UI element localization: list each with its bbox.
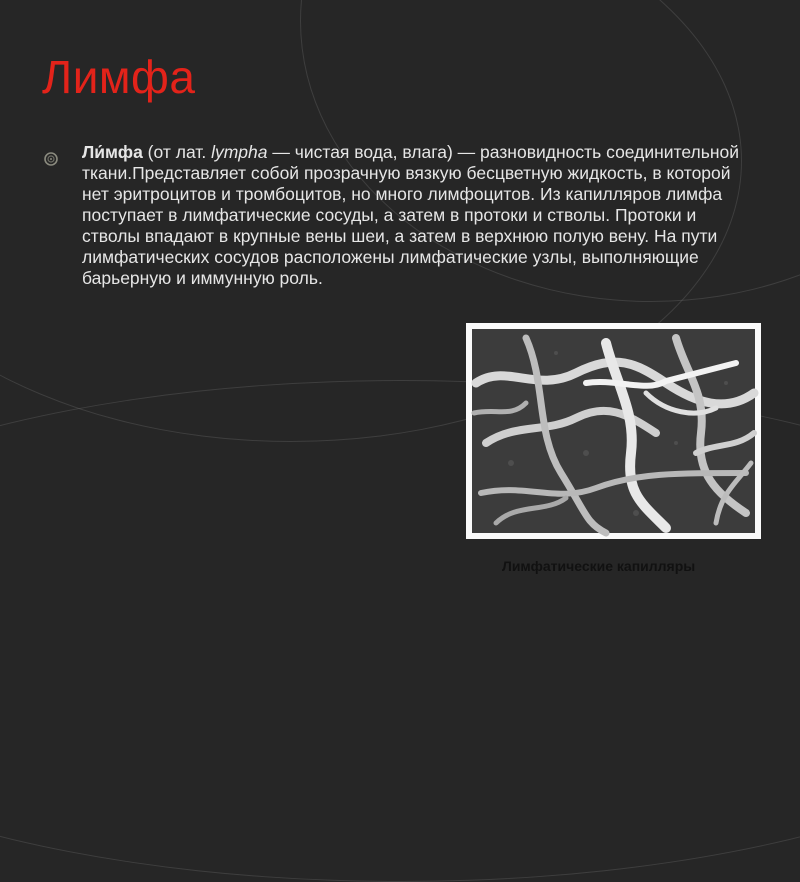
pre-latin-text: (от лат. [142,142,212,162]
slide-title: Лимфа [42,51,196,103]
body-text: — чистая вода, влага) — разновидность соединительной ткани.Представляет собой прозрачную вязкую бесцветную жидкость, в которой нет эритроцитов и тромбоцитов, но много лимфоцитов. Из капилляров лимфа поступает в лимфатические сосуды, а затем в протоки и стволы. Протоки и стволы впадают в крупные вены шеи, а затем в верхнюю полую вену. На пути лимфатических сосудов расположены лимфатические узлы, выполняющие барьерную и иммунную роль. [82,142,740,288]
image-caption: Лимфатические капилляры [502,558,696,574]
latin-term: lympha [211,142,268,162]
circle-bullet-icon [42,150,60,168]
body-paragraph [82,142,757,289]
term-bold: Ли́мфа [82,142,143,162]
lymphatic-capillaries-micrograph [466,323,761,539]
bullet-item [42,142,757,289]
